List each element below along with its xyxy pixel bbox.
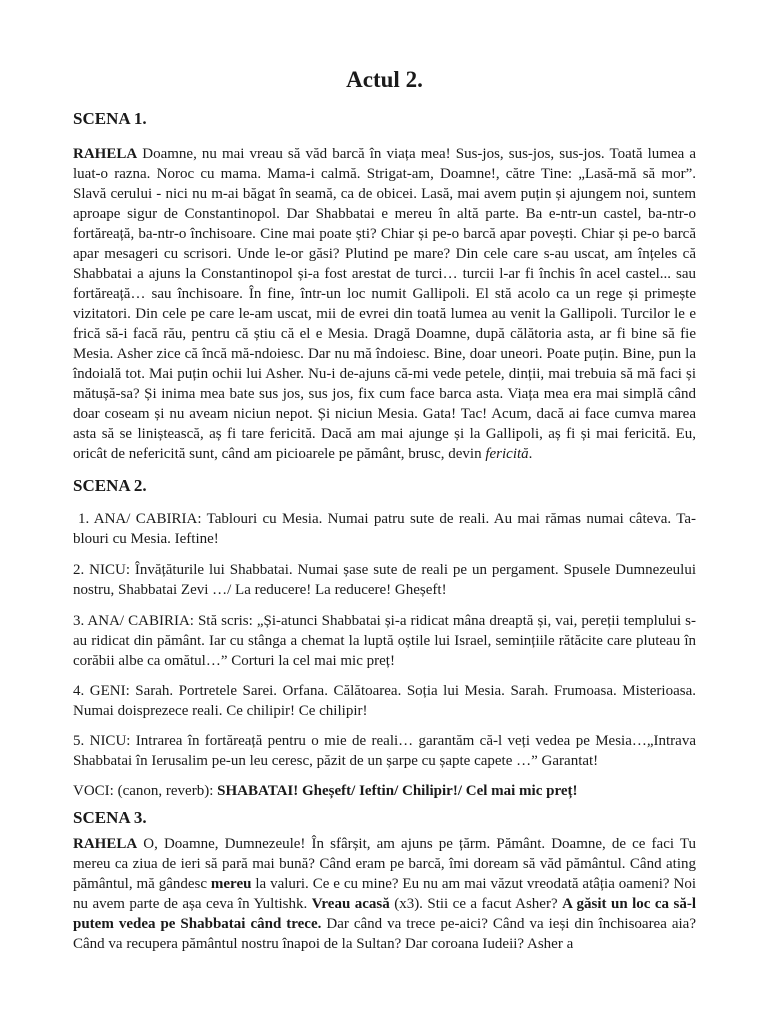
scene-2-item-1: 1. ANA/ CABIRIA: Tablouri cu Mesia. Numai patru sute de reali. Au mai rămas numai câteva. Tablouri cu Mesia. Ieftine! <box>73 511 696 547</box>
speaker-name: RAHELA <box>73 836 138 852</box>
monologue-text: Doamne, nu mai vreau să văd barcă în viața mea! Sus-jos, sus-jos, sus-jos. Toată lumea a luat-o razna. Noroc cu mama. Mama-i calmă. Strigat-am, Doamne!, către Tine: „Lasă-mă să mor”. Slavă cerului - nici nu m-ai băgat în seamă, ca de obicei. Lasă, mai avem puțin și ajungem noi, suntem aproape sigur de Constantinopol. Dar Shabbatai e mereu în altă parte. Ba e-ntr-un castel, ba-ntr-o fortăreață, ba-ntr-o închisoare. Cine mai poate ști? Chiar și pe-o barcă apar povești. Chiar și pe-o barcă apar mesageri cu scrisori. Unde le-or găsi? Plutind pe mare? Din cele care s-au uscat, am înțeles că Shabbatai a ajuns la Constantinopol și-a fost arestat de turci… turcii l-ar fi închis în acel castel... sau fortăreață… sau închisoare. În fine, într-un loc numit Gallipoli. El stă acolo ca un rege și primește vizitatori. Din cele pe care le-am uscat, mii de evrei din toată lumea au venit la Gallipoli. Turcilor le e frică să-i facă rău, pentru că știu că el e Mesia. Dragă Doamne, după călătoria asta, ar fi bine să fie Mesia. Asher zice că încă mă-ndoiesc. Dar nu mă îndoiesc. Bine, doar uneori. Poate puțin. Bine, pun la îndoială tot. Mai puțin ochii lui Asher. Nu-i de-ajuns că-mi vede petele, dinții, mai trebuia să mă faci și mătușă-sa? Și inima mea bate sus jos, sus jos, fix cum face barca asta. Viața mea era mai simplă când doar coseam și nu aveam niciun nepot. Și niciun Mesia. Gata! Tac! Acum, dacă ai face cumva marea asta să se liniștească, aș fi tare fericită. Dacă am mai ajunge și la Gallipoli, aș fi și mai fericită. Eu, oricât de nefericită sunt, când am picioarele pe pământ, brusc, devin <box>73 146 696 462</box>
act-title: Actul 2. <box>346 67 423 92</box>
monologue-text: O, Doamne, Dumnezeule! În sfârșit, am ajuns pe țărm. Pământ. Doamne, de ce faci Tu mereu ca ziua de ieri să pară mai bună? Când eram pe barcă, îmi doream să văd pământul. Când ating pământul, mă gândesc <box>73 836 696 892</box>
monologue-bold: A găsit un loc ca să-l putem vedea pe Shabbatai când trece. <box>73 896 696 932</box>
scene-3-heading: SCENA 3. <box>73 808 147 827</box>
monologue-text: (x3). Stii ce a facut Asher? <box>389 896 563 912</box>
scene-2-item-4: 4. GENI: Sarah. Portretele Sarei. Orfana. Călătoarea. Soția lui Mesia. Sarah. Frumoasa. Misterioasa. Numai doisprezece reali. Ce chilipir! Ce chilipir! <box>73 683 696 719</box>
scene-1-monologue <box>73 144 696 464</box>
monologue-bold: Vreau acasă <box>311 896 390 912</box>
speaker-name: RAHELA <box>73 146 138 162</box>
scene-1-heading: SCENA 1. <box>73 109 147 128</box>
monologue-text: Dar când va trece pe-aici? Când va ieși din închisoarea aia? Când va recupera pământul nostru înapoi de la Sultan? Dar coroana Iudeii? Asher a <box>73 916 696 952</box>
monologue-end: . <box>528 446 533 462</box>
scene-2-voices <box>73 781 696 801</box>
scene-3-monologue <box>73 834 696 954</box>
voices-chant: SHABATAI! Gheșeft/ Ieftin/ Chilipir!/ Cel mai mic preț! <box>217 783 578 799</box>
scene-2-item-5: 5. NICU: Intrarea în fortăreață pentru o mie de reali… garantăm că-l veți vedea pe Mesia…„Intrava Shabbatai în Ierusalim pe-un leu ceresc, păzit de un șarpe cu șapte capete …” Garantat! <box>73 733 696 769</box>
monologue-italic: fericită <box>485 446 529 462</box>
monologue-bold: mereu <box>210 876 252 892</box>
voices-prefix: VOCI: (canon, reverb): <box>73 783 218 799</box>
document-page <box>73 64 696 954</box>
scene-2-item-3: 3. ANA/ CABIRIA: Stă scris: „Și-atunci Shabbatai și-a ridicat mâna dreaptă și, vai, pereții templului s-au ridicat din pământ. Iar cu stânga a chemat la luptă oștile lui Israel, semințiile rătăcite care pluteau în corăbii albe ca omătul…” Corturi la cel mai mic preț! <box>73 613 696 669</box>
monologue-text: la valuri. Ce e cu mine? Eu nu am mai văzut vreodată atâția oameni? Noi nu avem parte de așa ceva în Yultishk. <box>73 876 696 912</box>
scene-2-heading: SCENA 2. <box>73 476 147 495</box>
scene-2-item-2: 2. NICU: Învățăturile lui Shabbatai. Numai șase sute de reali pe un pergament. Spusele Dumnezeului nostru, Shabbatai Zevi …/ La reducere! La reducere! Gheșeft! <box>73 562 696 598</box>
